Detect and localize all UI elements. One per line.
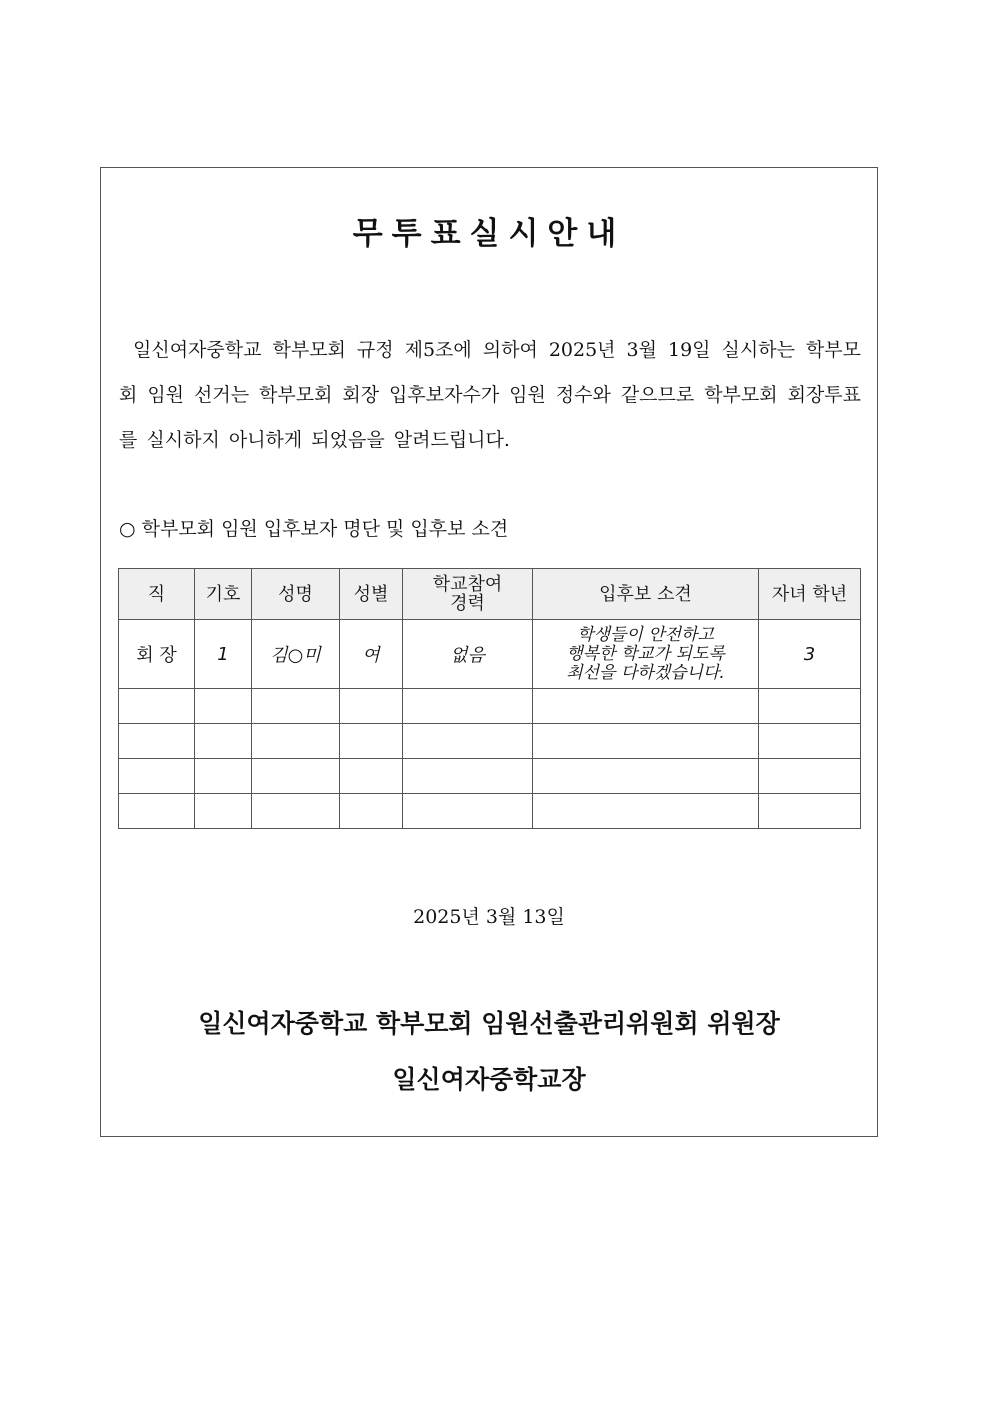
signatory-principal: 일신여자중학교장 [392,1065,586,1094]
empty-cell [119,689,195,724]
empty-cell [403,759,533,794]
empty-cell [195,689,252,724]
empty-cell [403,689,533,724]
signatory-committee-chair: 일신여자중학교 학부모회 임원선출관리위원회 위원장 [198,1009,780,1038]
empty-cell [119,759,195,794]
empty-table-row [119,759,861,794]
cell-school-experience: 없음 [403,620,533,689]
header-school-experience-line1: 학교참여 [432,574,503,595]
empty-cell [340,794,403,829]
empty-cell [759,724,861,759]
empty-cell [759,759,861,794]
empty-table-row [119,724,861,759]
empty-cell [533,794,759,829]
cell-number: 1 [195,620,252,689]
cell-child-grade: 3 [759,620,861,689]
header-number: 기호 [195,569,252,620]
empty-cell [340,759,403,794]
empty-table-row [119,794,861,829]
header-gender: 성별 [340,569,403,620]
empty-cell [533,724,759,759]
empty-cell [252,689,340,724]
candidate-table [118,568,861,829]
empty-cell [252,759,340,794]
empty-cell [195,759,252,794]
cell-gender: 여 [340,620,403,689]
empty-cell [195,724,252,759]
empty-cell [119,794,195,829]
pledge-line-2: 행복한 학교가 되도록 [566,643,725,664]
empty-cell [340,689,403,724]
notice-date: 2025년 3월 13일 [413,906,565,928]
document-title: 무투표실시안내 [352,216,626,252]
empty-cell [533,689,759,724]
empty-cell [340,724,403,759]
header-name: 성명 [252,569,340,620]
section-heading: ○ 학부모회 임원 입후보자 명단 및 입후보 소견 [119,518,509,540]
empty-cell [759,689,861,724]
empty-cell [195,794,252,829]
notice-frame [100,167,878,1137]
empty-table-row [119,689,861,724]
empty-cell [403,794,533,829]
empty-cell [252,794,340,829]
header-pledge: 입후보 소견 [533,569,759,620]
empty-cell [403,724,533,759]
table-header-row [119,569,861,620]
header-school-experience-line2: 경력 [450,593,485,614]
notice-body: 일신여자중학교 학부모회 규정 제5조에 의하여 2025년 3월 19일 실시하는 학부모회 임원 선거는 학부모회 회장 입후보자수가 임원 정수와 같으므로 학부모회 회장투표를 실시하지 아니하게 되었음을 알려드립니다. [119,339,861,451]
pledge-line-1: 학생들이 안전하고 [577,624,714,645]
empty-cell [252,724,340,759]
table-row [119,620,861,689]
header-position: 직 [119,569,195,620]
header-child-grade: 자녀 학년 [759,569,861,620]
cell-position: 회 장 [119,620,195,689]
cell-name: 김○미 [252,620,340,689]
empty-cell [533,759,759,794]
header-school-experience [403,569,533,620]
empty-cell [759,794,861,829]
cell-pledge [533,620,759,689]
pledge-line-3: 최선을 다하겠습니다. [566,662,725,683]
empty-cell [119,724,195,759]
